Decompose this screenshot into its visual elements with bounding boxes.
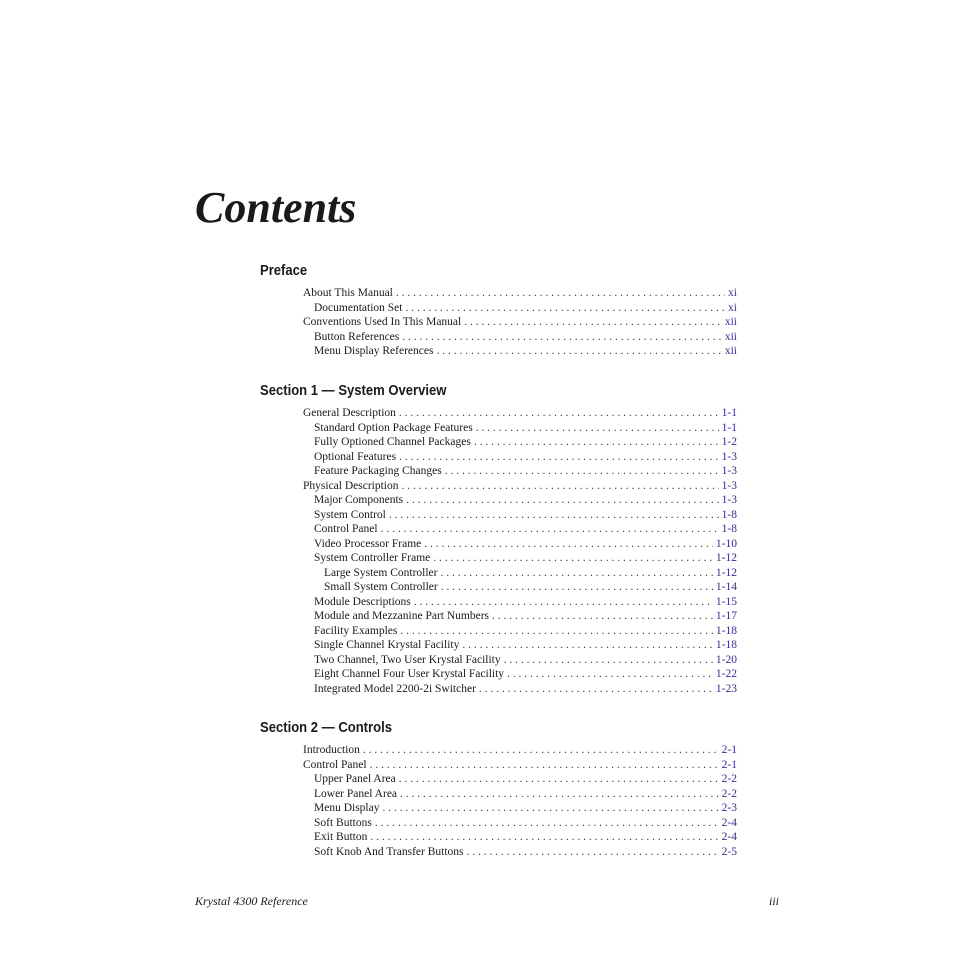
toc-page-link[interactable]: 1-18	[715, 624, 737, 637]
toc-dot-leader	[474, 435, 719, 450]
toc-entry[interactable]	[303, 830, 737, 845]
toc-entry[interactable]	[303, 772, 737, 787]
toc-page-link[interactable]: 1-3	[721, 494, 737, 506]
toc-page-link[interactable]: 1-12	[715, 566, 737, 579]
toc-page-link[interactable]: 1-20	[715, 653, 737, 666]
toc-entry-label: Standard Option Package Features	[314, 421, 473, 434]
toc-page-link[interactable]: 2-5	[721, 845, 737, 858]
page-title: Contents	[195, 183, 357, 232]
toc-page-link[interactable]: xii	[724, 330, 737, 343]
toc-entry[interactable]	[303, 537, 737, 552]
toc-entry-label: Fully Optioned Channel Packages	[314, 436, 471, 448]
toc-entry[interactable]	[303, 787, 737, 802]
toc-page-link[interactable]: 2-1	[721, 758, 737, 771]
toc-dot-leader	[441, 580, 713, 595]
toc-dot-leader	[414, 595, 713, 610]
toc-page-link[interactable]: 2-4	[721, 831, 737, 843]
toc-dot-leader	[464, 315, 722, 330]
toc-entry[interactable]	[303, 301, 737, 316]
toc-dot-leader	[389, 508, 719, 523]
toc-entry[interactable]	[303, 845, 737, 860]
toc-list-section-2	[303, 743, 737, 859]
toc-entry[interactable]	[303, 464, 737, 479]
toc-page-link[interactable]: 1-8	[721, 508, 737, 521]
toc-dot-leader	[400, 624, 713, 639]
toc-entry[interactable]	[303, 493, 737, 508]
toc-entry-label: System Control	[314, 508, 386, 521]
toc-entry[interactable]	[303, 801, 737, 816]
toc-dot-leader	[492, 609, 713, 624]
toc-dot-leader	[381, 522, 719, 537]
toc-entry-label: Soft Knob And Transfer Buttons	[314, 845, 464, 858]
toc-entry[interactable]	[303, 758, 737, 773]
toc-entry-label: Single Channel Krystal Facility	[314, 639, 460, 651]
toc-page-link[interactable]: 1-3	[721, 479, 737, 492]
toc-page-link[interactable]: 2-1	[721, 744, 737, 756]
section-heading-section-1: Section 1 — System Overview	[260, 383, 447, 399]
toc-dot-leader	[405, 301, 725, 316]
toc-entry[interactable]	[303, 743, 737, 758]
toc-entry[interactable]	[303, 566, 737, 581]
toc-entry[interactable]	[303, 344, 737, 359]
toc-entry-label: Two Channel, Two User Krystal Facility	[314, 653, 501, 666]
toc-entry-label: Major Components	[314, 494, 404, 506]
toc-entry-label: Introduction	[303, 744, 360, 756]
toc-entry-label: Upper Panel Area	[314, 773, 396, 785]
toc-page-link[interactable]: 1-22	[715, 668, 737, 680]
toc-entry-label: Documentation Set	[314, 301, 403, 314]
toc-dot-leader	[363, 743, 719, 758]
toc-dot-leader	[375, 816, 719, 831]
toc-dot-leader	[370, 830, 718, 845]
toc-dot-leader	[424, 537, 713, 552]
toc-entry-label: Button References	[314, 330, 400, 343]
toc-page-link[interactable]: 1-10	[715, 537, 737, 550]
toc-page-link[interactable]: 1-3	[721, 465, 737, 477]
toc-entry-label: Module and Mezzanine Part Numbers	[314, 610, 490, 622]
toc-entry-label: Soft Buttons	[314, 816, 372, 829]
toc-dot-leader	[399, 450, 719, 465]
toc-entry-label: Feature Packaging Changes	[314, 465, 442, 477]
toc-entry[interactable]	[303, 595, 737, 610]
toc-page-link[interactable]: 1-18	[715, 639, 737, 651]
toc-entry-label: Control Panel	[303, 758, 367, 771]
toc-entry-label: Integrated Model 2200-2i Switcher	[314, 682, 476, 695]
toc-page-link[interactable]: 1-15	[715, 595, 737, 608]
toc-dot-leader	[433, 551, 713, 566]
toc-dot-leader	[476, 421, 719, 436]
toc-list-section-1	[303, 406, 737, 696]
toc-dot-leader	[441, 566, 713, 581]
toc-page-link[interactable]: xi	[728, 287, 737, 299]
toc-dot-leader	[507, 667, 713, 682]
toc-entry[interactable]	[303, 286, 737, 301]
toc-page-link[interactable]: 2-3	[721, 802, 737, 814]
toc-entry[interactable]	[303, 330, 737, 345]
toc-entry-label: System Controller Frame	[314, 552, 431, 564]
toc-entry-label: Module Descriptions	[314, 595, 411, 608]
toc-entry[interactable]	[303, 638, 737, 653]
toc-entry-label: Menu Display References	[314, 345, 434, 357]
toc-page-link[interactable]: 1-3	[721, 450, 737, 463]
toc-entry-label: Facility Examples	[314, 624, 398, 637]
toc-dot-leader	[370, 758, 719, 773]
toc-page-link[interactable]: 1-17	[715, 610, 737, 622]
toc-entry[interactable]	[303, 551, 737, 566]
toc-entry[interactable]	[303, 816, 737, 831]
toc-entry[interactable]	[303, 435, 737, 450]
toc-dot-leader	[445, 464, 719, 479]
toc-entry[interactable]	[303, 653, 737, 668]
toc-page-link[interactable]: 2-4	[721, 816, 737, 829]
toc-entry[interactable]	[303, 609, 737, 624]
toc-entry[interactable]	[303, 406, 737, 421]
toc-entry[interactable]	[303, 522, 737, 537]
toc-entry-label: Conventions Used In This Manual	[303, 316, 462, 328]
toc-entry[interactable]	[303, 624, 737, 639]
toc-dot-leader	[504, 653, 713, 668]
toc-page-link[interactable]: xii	[724, 316, 737, 328]
toc-page-link[interactable]: 1-1	[721, 407, 737, 419]
toc-entry-label: Small System Controller	[324, 581, 438, 593]
toc-entry[interactable]	[303, 479, 737, 494]
toc-dot-leader	[396, 286, 725, 301]
toc-entry[interactable]	[303, 450, 737, 465]
footer-page-number: iii	[769, 894, 780, 908]
footer-document-title: Krystal 4300 Reference	[195, 894, 308, 908]
toc-dot-leader	[400, 787, 719, 802]
toc-page-link[interactable]: xi	[728, 301, 737, 314]
toc-entry[interactable]	[303, 682, 737, 697]
toc-dot-leader	[402, 479, 719, 494]
toc-entry[interactable]	[303, 580, 737, 595]
toc-page-link[interactable]: 1-23	[715, 682, 737, 695]
toc-entry-label: General Description	[303, 407, 396, 419]
toc-page-link[interactable]: 1-14	[715, 581, 737, 593]
toc-entry-label: Control Panel	[314, 523, 378, 535]
toc-dot-leader	[436, 344, 721, 359]
toc-entry[interactable]	[303, 315, 737, 330]
toc-dot-leader	[479, 682, 713, 697]
toc-dot-leader	[399, 406, 719, 421]
toc-page-link[interactable]: xii	[724, 345, 737, 357]
toc-entry-label: Physical Description	[303, 479, 399, 492]
toc-page-link[interactable]: 2-2	[721, 773, 737, 785]
toc-dot-leader	[406, 493, 719, 508]
toc-list-preface	[303, 286, 737, 359]
toc-dot-leader	[402, 330, 722, 345]
toc-entry-label: Exit Button	[314, 831, 368, 843]
toc-dot-leader	[467, 845, 719, 860]
section-heading-section-2: Section 2 — Controls	[260, 720, 392, 736]
toc-entry-label: Eight Channel Four User Krystal Facility	[314, 668, 505, 680]
toc-dot-leader	[462, 638, 713, 653]
toc-dot-leader	[382, 801, 718, 816]
toc-entry-label: Large System Controller	[324, 566, 438, 579]
toc-page-link[interactable]: 1-8	[721, 523, 737, 535]
section-heading-preface: Preface	[260, 263, 308, 279]
toc-page-link[interactable]: 2-2	[721, 787, 737, 800]
toc-entry-label: Menu Display	[314, 802, 380, 814]
toc-entry[interactable]	[303, 667, 737, 682]
toc-entry-label: Optional Features	[314, 450, 397, 463]
toc-page-link[interactable]: 1-2	[721, 436, 737, 448]
toc-entry[interactable]	[303, 508, 737, 523]
toc-page-link[interactable]: 1-12	[715, 552, 737, 564]
toc-dot-leader	[399, 772, 719, 787]
toc-entry-label: About This Manual	[303, 287, 393, 299]
toc-entry-label: Video Processor Frame	[314, 537, 422, 550]
toc-entry-label: Lower Panel Area	[314, 787, 398, 800]
toc-page-link[interactable]: 1-1	[721, 421, 737, 434]
toc-entry[interactable]	[303, 421, 737, 436]
